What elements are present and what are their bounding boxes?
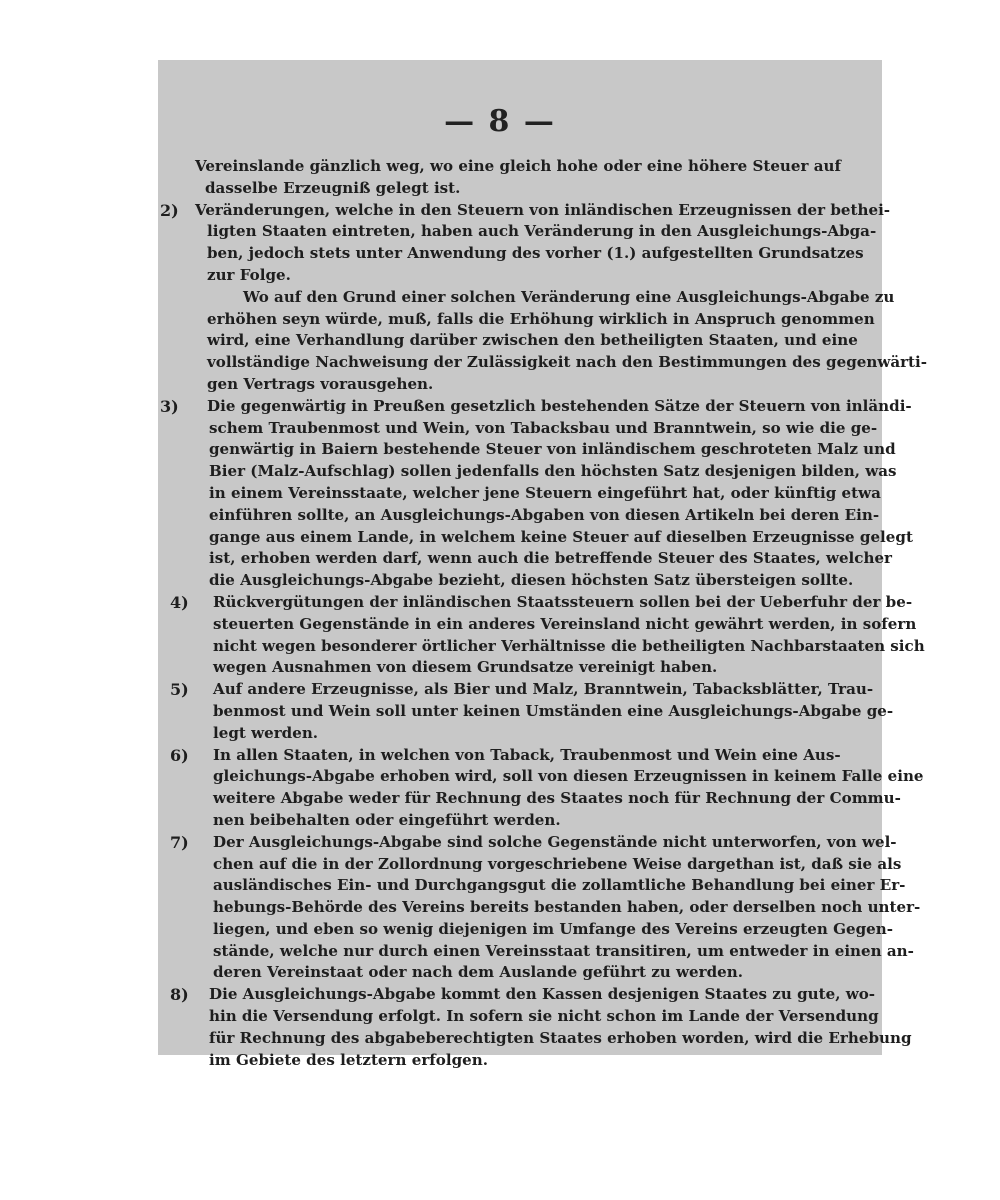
text-line: chen auf die in der Zollordnung vorgeschriebene Weise dargethan ist, daß sie als [213, 854, 902, 873]
section-number: 5) [170, 680, 189, 700]
text-line: nicht wegen besonderer örtlicher Verhältnisse die betheiligten Nachbarstaaten sich [213, 636, 925, 655]
section-number: 7) [170, 832, 189, 852]
text-line: Die gegenwärtig in Preußen gesetzlich bestehenden Sätze der Steuern von inländi- [207, 396, 912, 415]
text-line: Vereinslande gänzlich weg, wo eine gleich hohe oder eine höhere Steuer auf [195, 157, 841, 175]
text-line: im Gebiete des letztern erfolgen. [209, 1050, 488, 1069]
text-line: In allen Staaten, in welchen von Taback, Traubenmost und Wein eine Aus- [213, 745, 841, 764]
text-line: hebungs-Behörde des Vereins bereits bestanden haben, oder derselben noch unter- [213, 898, 921, 917]
text-line: gange aus einem Lande, in welchem keine Steuer auf dieselben Erzeugnisse gelegt [209, 527, 913, 546]
section-number: 6) [170, 745, 189, 765]
text-line: nen beibehalten oder eingeführt werden. [213, 810, 561, 829]
text-line: hin die Versendung erfolgt. In sofern sie nicht schon im Lande der Versendung [209, 1007, 879, 1026]
text-line: erhöhen seyn würde, muß, falls die Erhöhung wirklich in Anspruch genommen [207, 309, 875, 328]
text-line: weitere Abgabe weder für Rechnung des Staates noch für Rechnung der Commu- [213, 789, 901, 808]
text-line: gen Vertrags vorausgehen. [207, 374, 434, 393]
text-line: stände, welche nur durch einen Vereinsstaat transitiren, um entweder in einen an- [213, 941, 914, 960]
text-line: wird, eine Verhandlung darüber zwischen den betheiligten Staaten, und eine [207, 331, 858, 350]
text-line: die Ausgleichungs-Abgabe bezieht, diesen höchsten Satz übersteigen sollte. [209, 571, 854, 590]
text-line: Der Ausgleichungs-Abgabe sind solche Gegenstände nicht unterworfen, von wel- [213, 832, 897, 851]
text-line: zur Folge. [207, 265, 291, 284]
text-line: in einem Vereinsstaate, welcher jene Steuern eingeführt hat, oder künftig etwa [209, 483, 881, 502]
section-number: 8) [170, 985, 189, 1005]
text-line: wegen Ausnahmen von diesem Grundsatze vereinigt haben. [213, 658, 718, 677]
text-line: steuerten Gegenstände in ein anderes Vereinsland nicht gewährt werden, in sofern [213, 614, 917, 633]
text-line: Bier (Malz-Aufschlag) sollen jedenfalls den höchsten Satz desjenigen bilden, was [209, 462, 897, 481]
text-line: gleichungs-Abgabe erhoben wird, soll von diesen Erzeugnissen in keinem Falle eine [213, 767, 924, 786]
text-line: ben, jedoch stets unter Anwendung des vorher (1.) aufgestellten Grundsatzes [207, 244, 864, 263]
text-line: liegen, und eben so wenig diejenigen im Umfange des Vereins erzeugten Gegen- [213, 919, 893, 938]
text-line: deren Vereinstaat oder nach dem Auslande geführt zu werden. [213, 963, 743, 982]
text-line: dasselbe Erzeugniß gelegt ist. [205, 178, 461, 197]
text-line: für Rechnung des abgabeberechtigten Staates erhoben worden, wird die Erhebung [209, 1028, 912, 1047]
section-number: 4) [170, 593, 189, 612]
text-line: vollständige Nachweisung der Zulässigkeit nach den Bestimmungen des gegenwärti- [207, 353, 928, 372]
section-number: 2) [160, 200, 179, 220]
text-line: Wo auf den Grund einer solchen Veränderung eine Ausgleichungs-Abgabe zu [243, 287, 895, 306]
text-line: Veränderungen, welche in den Steuern von inländischen Erzeugnissen der bethei- [195, 200, 891, 219]
text-line: genwärtig in Baiern bestehende Steuer von inländischem geschroteten Malz und [209, 440, 896, 459]
section-number: 3) [160, 396, 179, 416]
text-line: einführen sollte, an Ausgleichungs-Abgaben von diesen Artikeln bei deren Ein- [209, 505, 880, 524]
text-line: Rückvergütungen der inländischen Staatssteuern sollen bei der Ueberfuhr der be- [213, 592, 913, 611]
text-line: Auf andere Erzeugnisse, als Bier und Malz, Branntwein, Tabacksblätter, Trau- [213, 680, 874, 699]
text-line: ligten Staaten eintreten, haben auch Veränderung in den Ausgleichungs-Abga- [207, 222, 877, 241]
text-line: benmost und Wein soll unter keinen Umständen eine Ausgleichungs-Abgabe ge- [213, 701, 894, 720]
text-line: legt werden. [213, 723, 319, 742]
body-text [160, 156, 928, 1071]
text-line: ausländisches Ein- und Durchgangsgut die zollamtliche Behandlung bei einer Er- [213, 876, 906, 895]
text-line: schem Traubenmost und Wein, von Tabacksbau und Branntwein, so wie die ge- [209, 418, 878, 437]
text-line: ist, erhoben werden darf, wenn auch die betreffende Steuer des Staates, welcher [209, 549, 892, 568]
text-line: Die Ausgleichungs-Abgabe kommt den Kassen desjenigen Staates zu gute, wo- [209, 985, 876, 1004]
page-number: — 8 — [444, 104, 556, 139]
